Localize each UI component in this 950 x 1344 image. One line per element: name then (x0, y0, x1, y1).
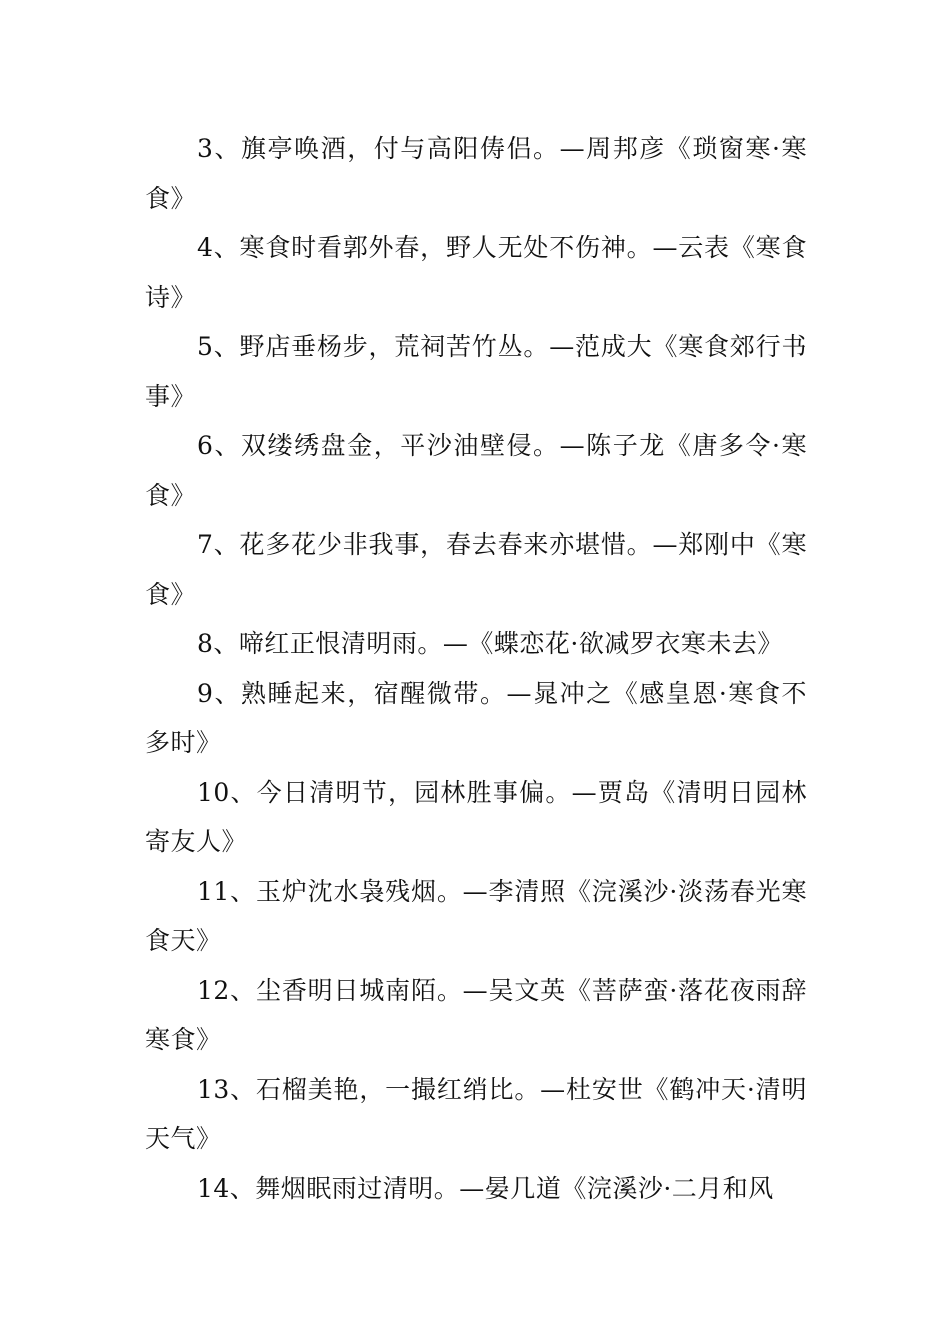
poem-line-6: 6、双缕绣盘金，平沙油壁侵。—陈子龙《唐多令·寒食》 (145, 431, 807, 510)
poem-line-13: 13、石榴美艳，一撮红绡比。—杜安世《鹤冲天·清明天气》 (145, 1074, 807, 1153)
poem-line-8: 8、啼红正恨清明雨。—《蝶恋花·欲减罗衣寒未去》 (197, 629, 783, 658)
poem-line-4: 4、寒食时看郭外春，野人无处不伤神。—云表《寒食诗》 (145, 233, 807, 312)
poem-line-7: 7、花多花少非我事，春去春来亦堪惜。—郑刚中《寒食》 (145, 530, 807, 609)
poem-line-11: 11、玉炉沈水袅残烟。—李清照《浣溪沙·淡荡春光寒食天》 (145, 876, 807, 955)
document-body (145, 124, 807, 1213)
poem-line-3: 3、旗亭唤酒，付与高阳俦侣。—周邦彦《琐窗寒·寒食》 (145, 134, 807, 213)
poem-line-12: 12、尘香明日城南陌。—吴文英《菩萨蛮·落花夜雨辞寒食》 (145, 975, 807, 1054)
poem-line-10: 10、今日清明节，园林胜事偏。—贾岛《清明日园林寄友人》 (145, 777, 807, 856)
poem-line-5: 5、野店垂杨步，荒祠苦竹丛。—范成大《寒食郊行书事》 (145, 332, 807, 411)
poem-line-14: 14、舞烟眠雨过清明。—晏几道《浣溪沙·二月和风 (197, 1173, 774, 1203)
poem-line-9: 9、熟睡起来，宿醒微带。—晁冲之《感皇恩·寒食不多时》 (145, 678, 807, 757)
